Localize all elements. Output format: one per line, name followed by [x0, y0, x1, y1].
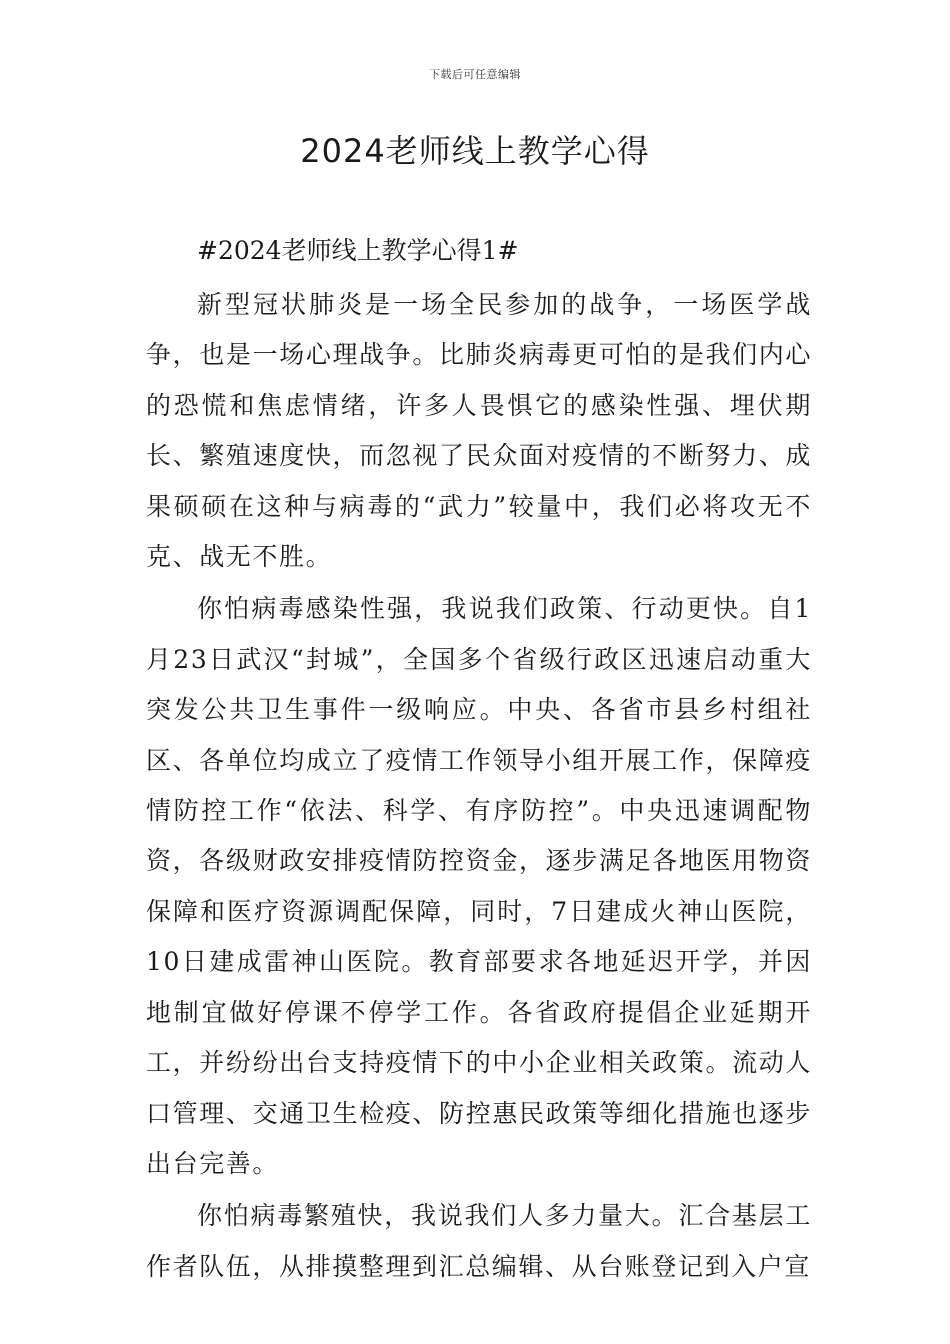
section-heading: #2024老师线上教学心得1#	[197, 236, 519, 265]
paragraph-2: 你怕病毒感染性强，我说我们政策、行动更快。自1月23日武汉“封城”，全国多个省级行政区迅速启动重大突发公共卫生事件一级响应。中央、各省市县乡村组社区、各单位均成立了疫情工作领导小组开展工作，保障疫情防控工作“依法、科学、有序防控”。中央迅速调配物资，各级财政安排疫情防控资金，逐步满足各地医用物资保障和医疗资源调配保障，同时，7日建成火神山医院，10日建成雷神山医院。教育部要求各地延迟开学，并因地制宜做好停课不停学工作。各省政府提倡企业延期开工，并纷纷出台支持疫情下的中小企业相关政策。流动人口管理、交通卫生检疫、防控惠民政策等细化措施也逐步出台完善。	[146, 594, 812, 1178]
document-title: 2024老师线上教学心得	[300, 132, 650, 170]
paragraph-3: 你怕病毒繁殖快，我说我们人多力量大。汇合基层工作者队伍，从排摸整理到汇总编辑、从台账登记到入户宣	[146, 1201, 812, 1281]
header-note: 下载后可任意编辑	[429, 68, 521, 81]
paragraph-1: 新型冠状肺炎是一场全民参加的战争，一场医学战争，也是一场心理战争。比肺炎病毒更可怕的是我们内心的恐慌和焦虑情绪，许多人畏惧它的感染性强、埋伏期长、繁殖速度快，而忽视了民众面对疫情的不断努力、成果硕硕在这种与病毒的“武力”较量中，我们必将攻无不克、战无不胜。	[146, 290, 812, 572]
document-body	[146, 226, 812, 1294]
